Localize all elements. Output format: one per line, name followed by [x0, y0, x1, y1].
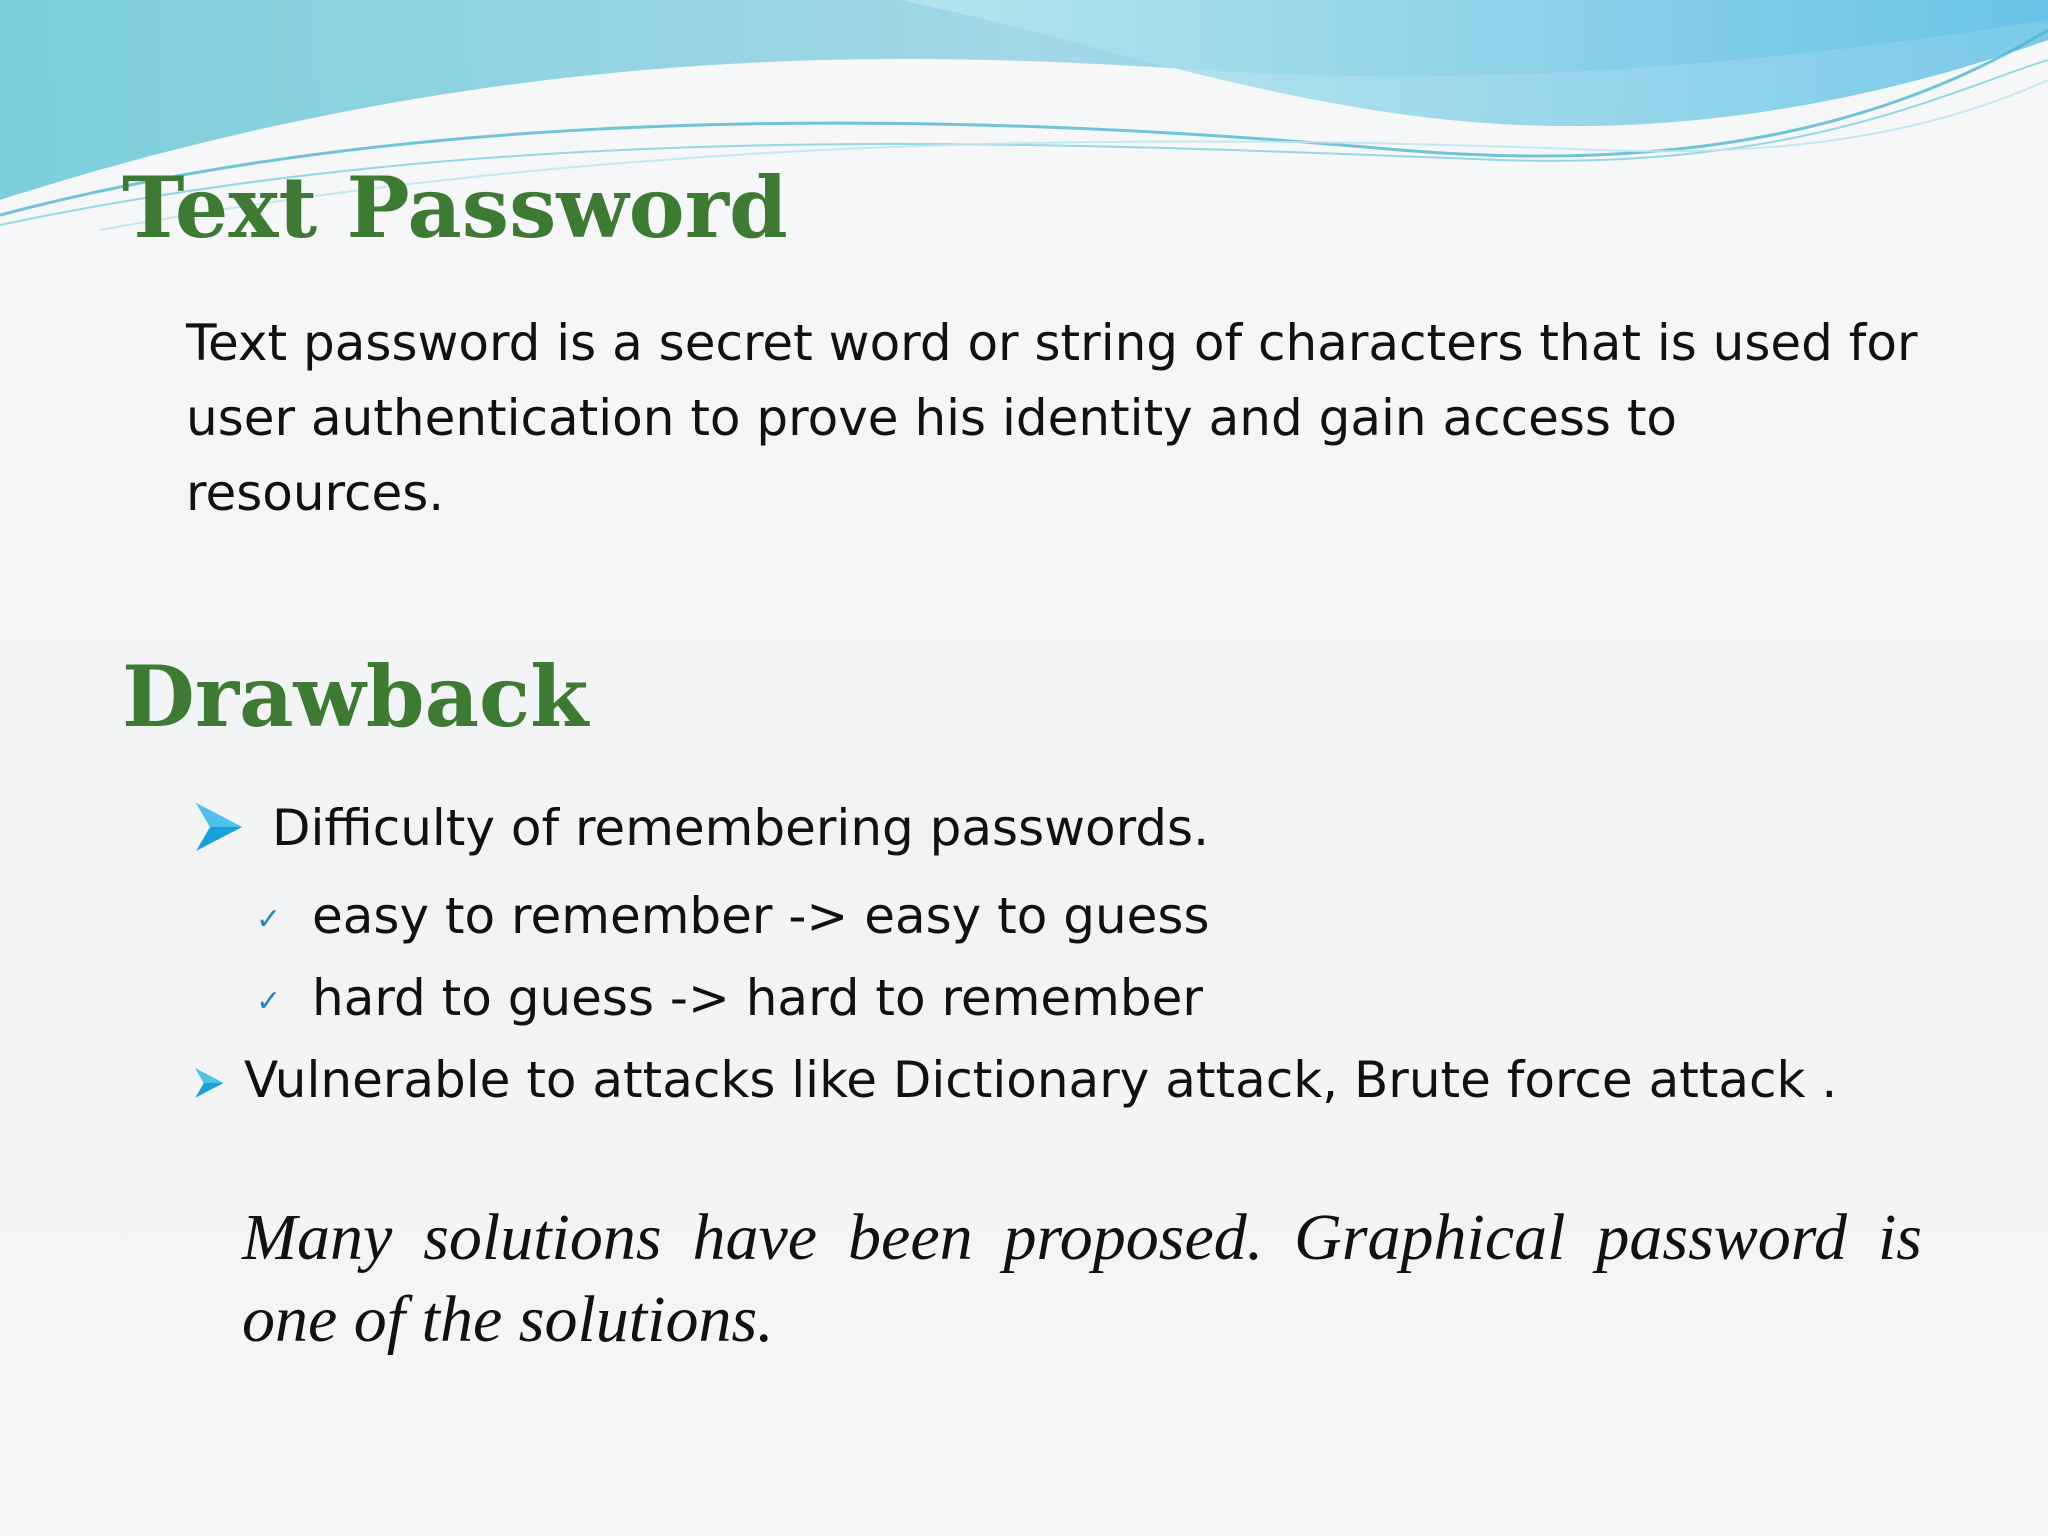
- solutions-note: Many solutions have been proposed. Graphical password is one of the solutions.: [242, 1201, 1922, 1356]
- bullet-text: Difficulty of remembering passwords.: [272, 799, 1209, 857]
- bullet-text: Vulnerable to attacks like Dictionary attack, Brute force attack .: [244, 1051, 1838, 1109]
- definition-paragraph: Text password is a secret word or string of characters that is used for user authentication to prove his identity and gain access to resources.: [186, 314, 1918, 522]
- sub-item-text: hard to guess -> hard to remember: [312, 969, 1203, 1027]
- drawback-heading: Drawback: [122, 647, 589, 746]
- check-icon: ✓: [256, 902, 282, 937]
- check-icon: ✓: [256, 984, 282, 1019]
- slide-title: Text Password: [122, 158, 788, 257]
- arrow-bullet-icon: [194, 1047, 244, 1113]
- arrow-bullet-icon: [194, 795, 272, 861]
- sub-item-hard-to-guess: [256, 965, 1203, 1031]
- bullet-item-difficulty: [194, 795, 1209, 861]
- bullet-item-vulnerable: [194, 1047, 1974, 1113]
- sub-item-easy-to-remember: [256, 883, 1210, 949]
- sub-item-text: easy to remember -> easy to guess: [312, 887, 1210, 945]
